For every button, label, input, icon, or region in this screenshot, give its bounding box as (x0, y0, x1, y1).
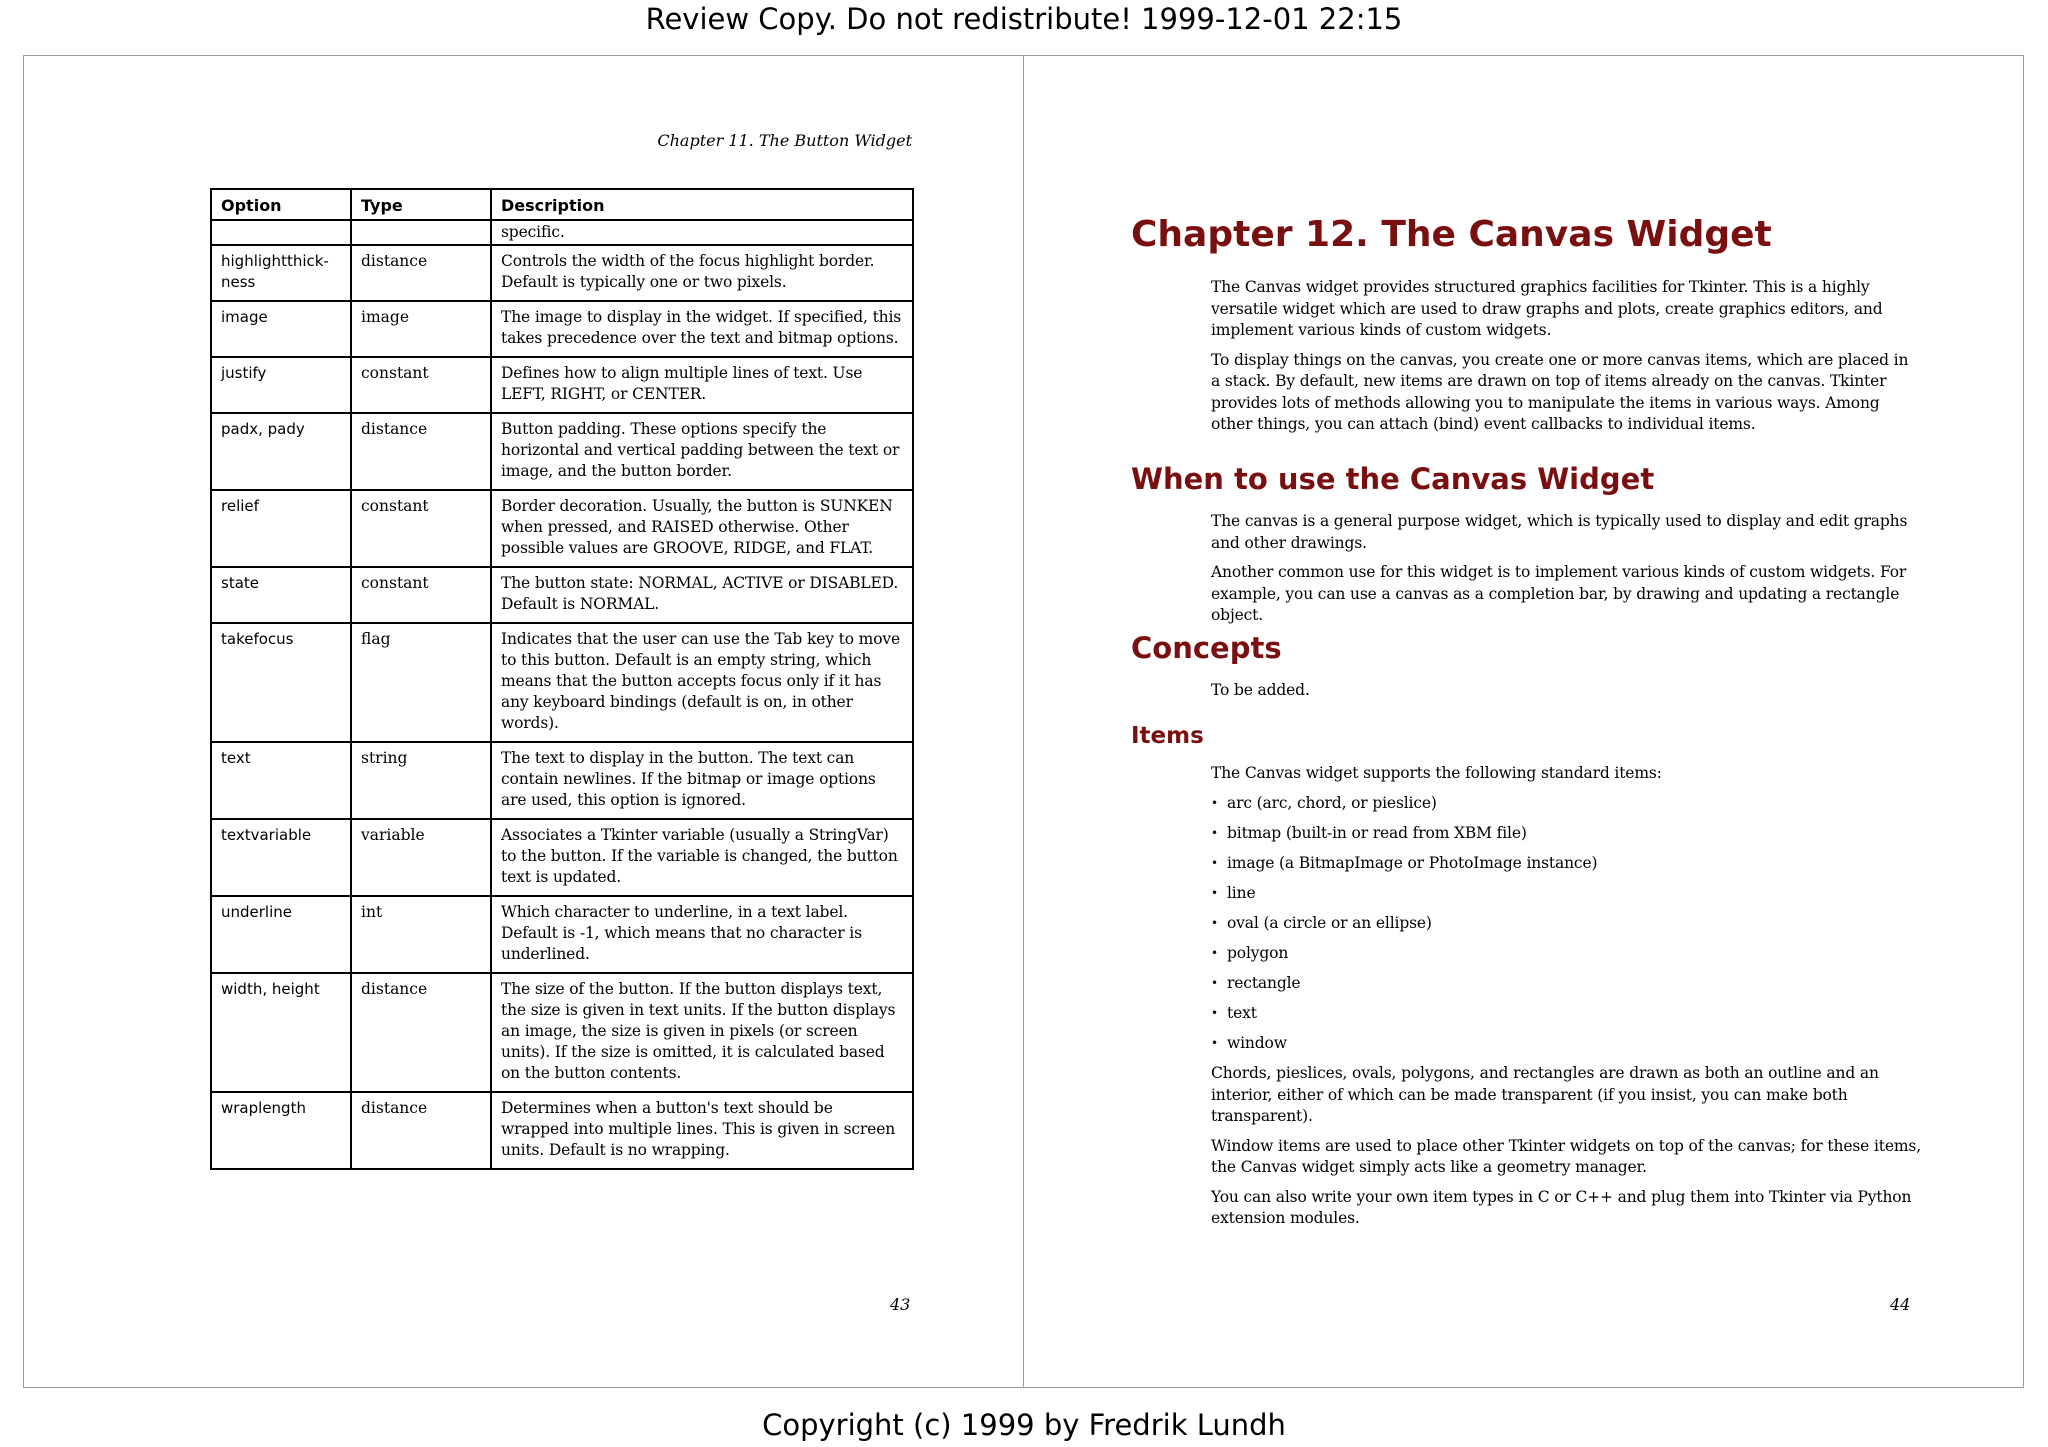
description-cell: The text to display in the button. The text can contain newlines. If the bitmap or image options are used, this option is ignored. (491, 742, 913, 819)
table-row-continued (211, 220, 913, 245)
list-item: • rectangle (1211, 973, 1921, 995)
type-cell: variable (351, 819, 491, 896)
table-row (211, 742, 913, 819)
description-cell: Which character to underline, in a text label. Default is -1, which means that no character is underlined. (491, 896, 913, 973)
page-divider (1023, 55, 1024, 1388)
description-cell: Controls the width of the focus highlight border. Default is typically one or two pixels. (491, 245, 913, 301)
column-header-type: Type (351, 189, 491, 220)
option-cell (211, 220, 351, 245)
type-cell: distance (351, 413, 491, 490)
section-heading-concepts: Concepts (1131, 631, 1282, 665)
option-cell: padx, pady (211, 413, 351, 490)
option-cell: highlightthick-ness (211, 245, 351, 301)
list-item: • line (1211, 883, 1921, 905)
type-cell: int (351, 896, 491, 973)
type-cell: image (351, 301, 491, 357)
type-cell: constant (351, 490, 491, 567)
description-cell: Button padding. These options specify the horizontal and vertical padding between the text or image, and the button border. (491, 413, 913, 490)
list-item: • text (1211, 1003, 1921, 1025)
section-heading-when: When to use the Canvas Widget (1131, 462, 1655, 496)
page-number-left: 43 (890, 1295, 911, 1314)
description-cell: specific. (491, 220, 913, 245)
concepts-section-body (1211, 680, 1921, 710)
description-cell: The size of the button. If the button displays text, the size is given in text units. If the button displays an image, the size is given in pixels (or screen units). If the size is omitted, it is calculated based on the button contents. (491, 973, 913, 1092)
option-cell: image (211, 301, 351, 357)
table-row (211, 567, 913, 623)
description-cell: The button state: NORMAL, ACTIVE or DISABLED. Default is NORMAL. (491, 567, 913, 623)
type-cell (351, 220, 491, 245)
chapter-intro (1211, 277, 1921, 444)
button-options-table (210, 188, 914, 1170)
review-copy-banner: Review Copy. Do not redistribute! 1999-12-01 22:15 (645, 2, 1403, 36)
items-paragraph-1: Chords, pieslices, ovals, polygons, and rectangles are drawn as both an outline and an interior, either of which can be made transparent (if you insist, you can make both transparent). (1211, 1064, 1879, 1126)
table-header-row (211, 189, 913, 220)
column-header-description: Description (491, 189, 913, 220)
running-head: Chapter 11. The Button Widget (657, 131, 912, 150)
type-cell: constant (351, 357, 491, 413)
table-row (211, 896, 913, 973)
items-section-body (1211, 763, 1921, 1238)
items-list (1211, 793, 1921, 1055)
type-cell: flag (351, 623, 491, 742)
when-section-body (1211, 511, 1921, 635)
description-cell: Determines when a button's text should be wrapped into multiple lines. This is given in screen units. Default is no wrapping. (491, 1092, 913, 1169)
table-row (211, 973, 913, 1092)
list-item: • arc (arc, chord, or pieslice) (1211, 793, 1921, 815)
when-paragraph-1: The canvas is a general purpose widget, which is typically used to display and edit graphs and other drawings. (1211, 512, 1908, 552)
description-cell: Indicates that the user can use the Tab key to move to this button. Default is an empty string, which means that the button accepts focus only if it has any keyboard bindings (default is on, in other words). (491, 623, 913, 742)
intro-paragraph-1: The Canvas widget provides structured graphics facilities for Tkinter. This is a highly versatile widget which are used to draw graphs and plots, create graphics editors, and implement various kinds of custom widgets. (1211, 278, 1883, 339)
option-cell: state (211, 567, 351, 623)
table-row (211, 413, 913, 490)
type-cell: distance (351, 1092, 491, 1169)
items-paragraph-2: Window items are used to place other Tkinter widgets on top of the canvas; for these items, the Canvas widget simply acts like a geometry manager. (1211, 1136, 1921, 1177)
table-row (211, 819, 913, 896)
list-item: • window (1211, 1033, 1921, 1055)
description-cell: Border decoration. Usually, the button is SUNKEN when pressed, and RAISED otherwise. Other possible values are GROOVE, RIDGE, and FLAT. (491, 490, 913, 567)
type-cell: string (351, 742, 491, 819)
option-cell: wraplength (211, 1092, 351, 1169)
items-intro-paragraph: The Canvas widget supports the following standard items: (1211, 764, 1662, 782)
description-cell: The image to display in the widget. If specified, this takes precedence over the text and bitmap options. (491, 301, 913, 357)
description-cell: Defines how to align multiple lines of text. Use LEFT, RIGHT, or CENTER. (491, 357, 913, 413)
option-cell: relief (211, 490, 351, 567)
page-number-right: 44 (1890, 1295, 1911, 1314)
chapter-title: Chapter 12. The Canvas Widget (1131, 214, 1772, 255)
list-item: • polygon (1211, 943, 1921, 965)
table-row (211, 357, 913, 413)
table-row (211, 301, 913, 357)
intro-paragraph-2: To display things on the canvas, you create one or more canvas items, which are placed in a stack. By default, new items are drawn on top of items already on the canvas. Tkinter provides lots of methods allowing you to manipulate the items in various ways. Among other things, you can attach (bind) event callbacks to individual items. (1211, 350, 1909, 433)
option-cell: underline (211, 896, 351, 973)
list-item: • oval (a circle or an ellipse) (1211, 913, 1921, 935)
list-item: • bitmap (built-in or read from XBM file) (1211, 823, 1921, 845)
column-header-option: Option (211, 189, 351, 220)
table-row (211, 623, 913, 742)
table-row (211, 1092, 913, 1169)
table-row (211, 490, 913, 567)
option-cell: takefocus (211, 623, 351, 742)
option-cell: textvariable (211, 819, 351, 896)
items-paragraph-3: You can also write your own item types in C or C++ and plug them into Tkinter via Python extension modules. (1211, 1187, 1912, 1228)
option-cell: width, height (211, 973, 351, 1092)
concepts-paragraph: To be added. (1211, 681, 1310, 699)
section-heading-items: Items (1131, 723, 1204, 749)
option-cell: text (211, 742, 351, 819)
copyright-banner: Copyright (c) 1999 by Fredrik Lundh (762, 1408, 1286, 1442)
type-cell: distance (351, 245, 491, 301)
type-cell: constant (351, 567, 491, 623)
option-cell: justify (211, 357, 351, 413)
type-cell: distance (351, 973, 491, 1092)
description-cell: Associates a Tkinter variable (usually a StringVar) to the button. If the variable is changed, the button text is updated. (491, 819, 913, 896)
list-item: • image (a BitmapImage or PhotoImage instance) (1211, 853, 1921, 875)
when-paragraph-2: Another common use for this widget is to implement various kinds of custom widgets. For example, you can use a canvas as a completion bar, by drawing and updating a rectangle object. (1211, 563, 1907, 624)
table-row (211, 245, 913, 301)
